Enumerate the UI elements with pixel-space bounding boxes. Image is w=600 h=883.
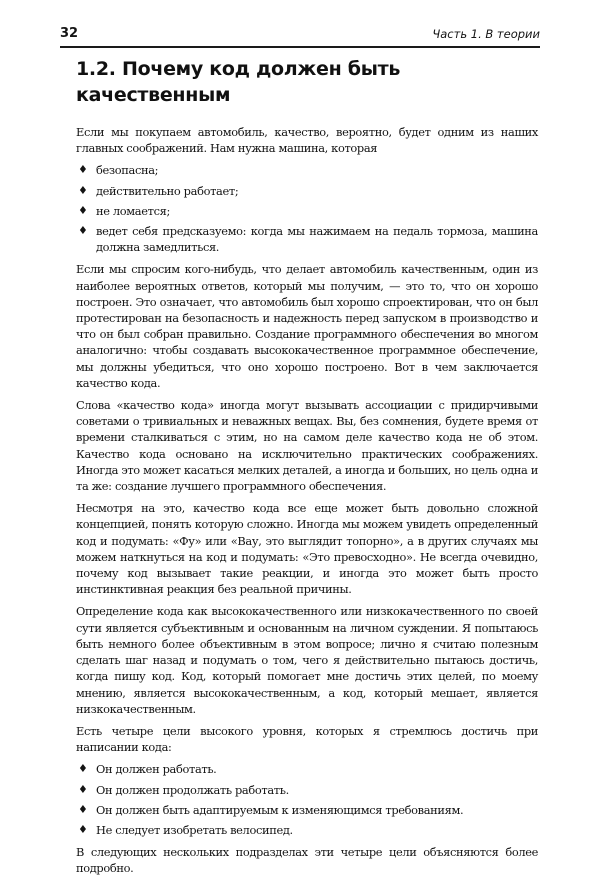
list-item-text: ведет себя предсказуемо: когда мы нажимаем на педаль тормоза, машина должна замедлиться. [96,224,538,255]
list-item [76,802,538,818]
list-item [76,761,538,777]
paragraph-next-subsections: В следующих нескольких подразделах эти четыре цели объясняются более подробно. [76,845,538,876]
list-item-text: Он должен продолжать работать. [96,782,289,797]
diamond-bullet-icon: ♦ [78,782,88,796]
paragraph-subjective: Определение кода как высококачественного или низкокачественного по своей сути является субъективным и основанным на личном суждении. Я попытаюсь быть немного более объективным в этом вопросе; лично я считаю полезным сделать шаг назад и подумать о том, чего я действительно пытаюсь достичь, когда пишу код. Код, который помогает мне достичь этих целей, по моему мнению, является высококачественным, а код, который мешает, является низкокачественным. [76,604,538,716]
list-item [76,822,538,838]
paragraph-complex-concept: Несмотря на это, качество кода все еще может быть довольно сложной концепцией, понять которую сложно. Иногда мы можем увидеть определенный код и подумать: «Фу» или «Вау, это выглядит топорно», а в других случаях мы можем наткнуться на код и подумать: «Это превосходно». Не всегда очевидно, почему код вызывает такие реакции, и иногда это может быть просто инстинктивная реакция без реальной причины. [76,501,538,597]
diamond-bullet-icon: ♦ [78,822,88,836]
code-goals-list [76,761,538,838]
car-requirements-list [76,162,538,255]
list-item [76,782,538,798]
diamond-bullet-icon: ♦ [78,762,88,776]
diamond-bullet-icon: ♦ [78,183,88,197]
running-header [60,24,540,48]
list-item-text: Он должен работать. [96,762,217,777]
diamond-bullet-icon: ♦ [78,163,88,177]
list-item [76,223,538,255]
diamond-bullet-icon: ♦ [78,203,88,217]
section-title: 1.2. Почему код должен быть качественным [76,58,401,106]
page-number: 32 [60,26,79,41]
paragraph-code-quality-words: Слова «качество кода» иногда могут вызывать ассоциации с придирчивыми советами о тривиальных и неважных вещах. Вы, без сомнения, будете время от времени сталкиваться с этим, но на самом деле качество кода не об этом. Качество кода основано на исключительно практических соображениях. Иногда это может касаться мелких деталей, а иногда и больших, но цель одна и та же: создание лучшего программного обеспечения. [76,398,538,494]
list-item-text: действительно работает; [96,183,239,198]
list-item [76,162,538,178]
page-content [76,56,538,883]
list-item-text: безопасна; [96,163,159,178]
list-item [76,203,538,219]
paragraph-four-goals: Есть четыре цели высокого уровня, которых я стремлюсь достичь при написании кода: [76,723,538,755]
paragraph-car-quality: Если мы спросим кого-нибудь, что делает автомобиль качественным, один из наиболее вероятных ответов, который мы получим, — это то, что он хорошо построен. Это означает, что автомобиль был хорошо спроектирован, что он был протестирован на безопасность и надежность перед запуском в производство и что он был собран правильно. Создание программного обеспечения во многом аналогично: чтобы создавать высококачественное программное обеспечение, мы должны убедиться, что оно хорошо построено. Вот в чем заключается качество кода. [76,262,538,390]
diamond-bullet-icon: ♦ [78,802,88,816]
list-item-text: не ломается; [96,203,170,218]
list-item [76,183,538,199]
list-item-text: Не следует изобретать велосипед. [96,822,293,837]
chapter-title: Часть 1. В теории [432,27,540,41]
list-item-text: Он должен быть адаптируемым к изменяющимся требованиям. [96,802,464,817]
diamond-bullet-icon: ♦ [78,224,88,238]
paragraph-intro: Если мы покупаем автомобиль, качество, вероятно, будет одним из наших главных соображений. Нам нужна машина, которая [76,125,538,156]
